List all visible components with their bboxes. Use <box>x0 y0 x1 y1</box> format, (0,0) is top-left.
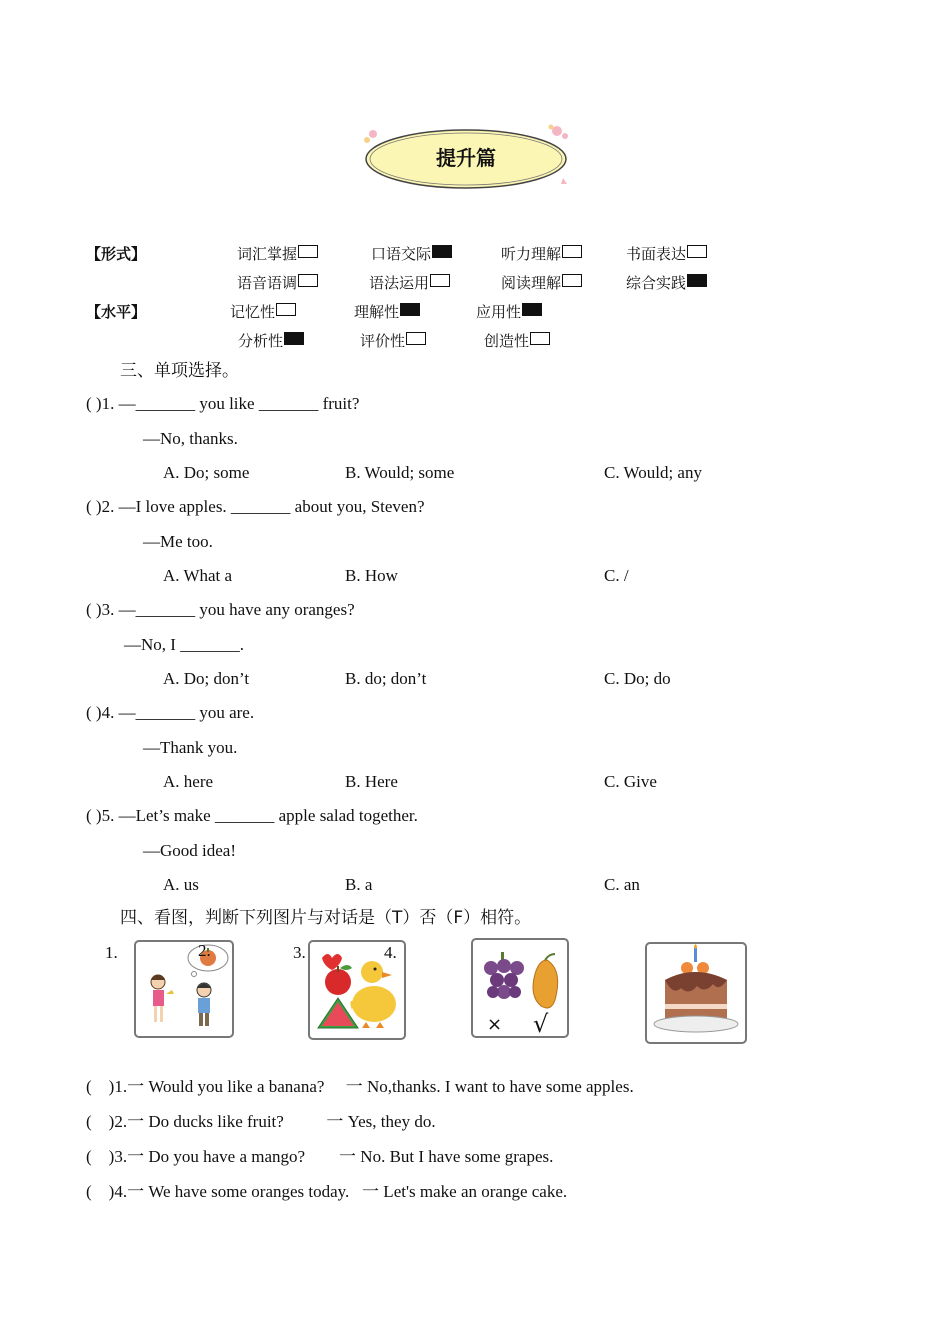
option-b: B. Would; some <box>345 463 455 482</box>
level-item-3: 应用性 <box>476 302 542 322</box>
level-item-6: 创造性 <box>484 331 550 351</box>
option-b: B. do; don’t <box>345 669 427 688</box>
form-item-2: 口语交际 <box>371 244 452 264</box>
checkbox-icon <box>298 245 318 258</box>
checkbox-icon <box>430 274 450 287</box>
option-a: A. here <box>163 772 214 791</box>
kids-illustration <box>136 942 232 1036</box>
section3-heading: 三、单项选择。 <box>120 361 239 381</box>
checkbox-icon <box>530 332 550 345</box>
option-a: A. What a <box>163 566 233 585</box>
option-a: A. Do; some <box>163 463 250 482</box>
check-mark: √ <box>533 1010 549 1038</box>
option-b: B. How <box>345 566 398 585</box>
page-title: 提升篇 <box>436 146 496 170</box>
checkbox-filled-icon <box>400 303 420 316</box>
checkbox-icon <box>276 303 296 316</box>
form-item-6: 语法运用 <box>369 273 450 293</box>
level-item-1: 记忆性 <box>230 302 296 322</box>
picture-2 <box>308 940 406 1040</box>
form-item-8: 综合实践 <box>626 273 707 293</box>
judge-item: ( )2.一 Do ducks like fruit? 一 Yes, they do. <box>86 1112 436 1131</box>
checkbox-icon <box>562 245 582 258</box>
form-item-5: 语音语调 <box>237 273 318 293</box>
picture-number: 2. <box>198 941 211 960</box>
picture-3 <box>471 938 569 1038</box>
option-c: C. Give <box>604 772 657 791</box>
level-item-5: 评价性 <box>360 331 426 351</box>
picture-4 <box>645 942 747 1044</box>
form-item-3: 听力理解 <box>501 244 582 264</box>
picture-1 <box>134 940 234 1038</box>
judge-item: ( )4.一 We have some oranges today. 一 Let's make an orange cake. <box>86 1182 568 1201</box>
question-reply: —No, I _______. <box>124 635 244 654</box>
question-reply: —Thank you. <box>143 738 238 757</box>
option-c: C. an <box>604 875 640 894</box>
checkbox-filled-icon <box>522 303 542 316</box>
judge-item: ( )1.一 Would you like a banana? 一 No,thanks. I want to have some apples. <box>86 1077 634 1096</box>
question-reply: —Me too. <box>143 532 213 551</box>
option-c: C. / <box>604 566 629 585</box>
option-b: B. Here <box>345 772 398 791</box>
level-item-4: 分析性 <box>238 331 304 351</box>
checkbox-filled-icon <box>432 245 452 258</box>
title-banner <box>357 122 575 190</box>
level-item-2: 理解性 <box>354 302 420 322</box>
picture-number: 3. <box>293 943 306 962</box>
option-b: B. a <box>345 875 373 894</box>
cake-illustration <box>647 944 745 1042</box>
section4-heading: 四、看图，判断下列图片与对话是（T）否（F）相符。 <box>120 908 532 928</box>
question-reply: —No, thanks. <box>143 429 238 448</box>
option-c: C. Do; do <box>604 669 671 688</box>
option-a: A. Do; don’t <box>163 669 250 688</box>
form-item-4: 书面表达 <box>626 244 707 264</box>
question-stem: ( )3. —_______ you have any oranges? <box>86 600 355 619</box>
form-item-1: 词汇掌握 <box>237 244 318 264</box>
form-label: 【形式】 <box>86 245 147 263</box>
level-label: 【水平】 <box>86 303 147 321</box>
checkbox-icon <box>298 274 318 287</box>
picture-number: 4. <box>384 943 397 962</box>
question-stem: ( )4. —_______ you are. <box>86 703 255 722</box>
form-item-7: 阅读理解 <box>501 273 582 293</box>
checkbox-icon <box>562 274 582 287</box>
picture-number: 1. <box>105 943 118 962</box>
judge-item: ( )3.一 Do you have a mango? 一 No. But I have some grapes. <box>86 1147 554 1166</box>
option-a: A. us <box>163 875 199 894</box>
question-reply: —Good idea! <box>143 841 237 860</box>
cross-mark: × <box>487 1014 503 1035</box>
question-stem: ( )2. —I love apples. _______ about you, Steven? <box>86 497 425 516</box>
question-stem: ( )1. —_______ you like _______ fruit? <box>86 394 360 413</box>
checkbox-icon <box>406 332 426 345</box>
checkbox-filled-icon <box>284 332 304 345</box>
option-c: C. Would; any <box>604 463 702 482</box>
checkbox-icon <box>687 245 707 258</box>
checkbox-filled-icon <box>687 274 707 287</box>
question-stem: ( )5. —Let’s make _______ apple salad together. <box>86 806 418 825</box>
